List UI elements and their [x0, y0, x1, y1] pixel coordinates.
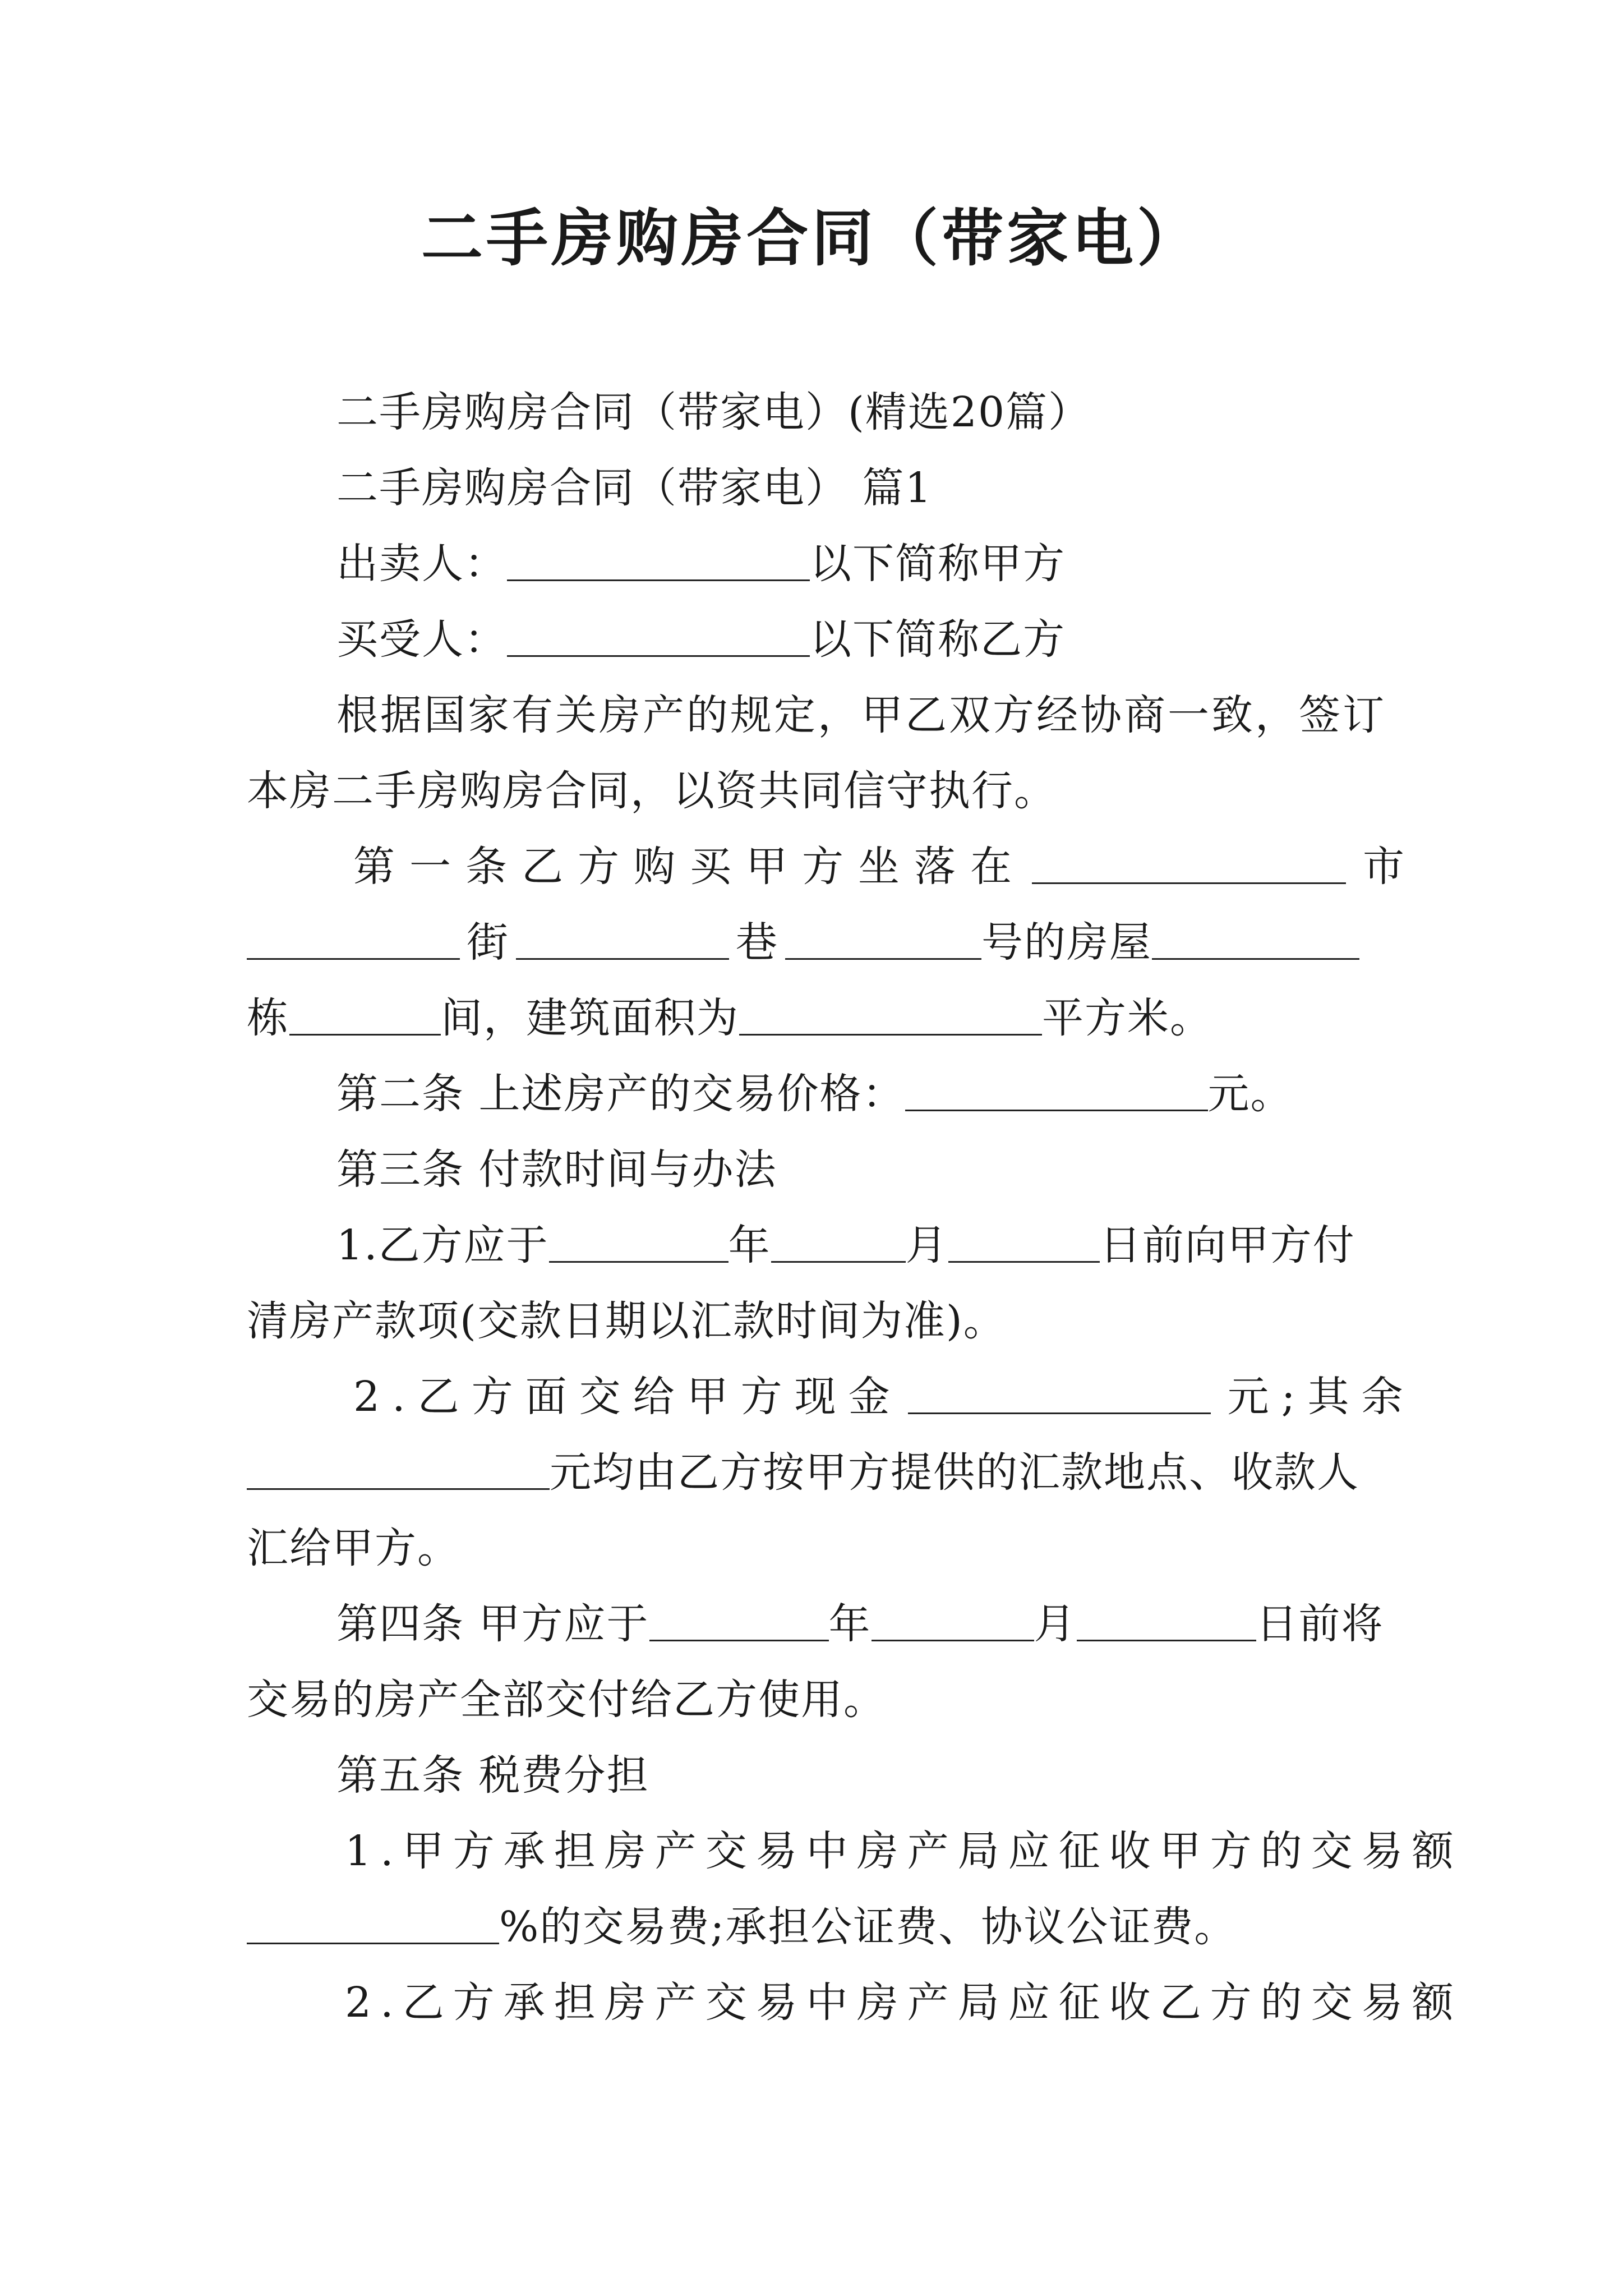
delivery-day-blank[interactable] [1077, 1598, 1256, 1641]
city-name-blank[interactable] [247, 917, 460, 960]
payment-1-suffix: 日前向甲方付 [1099, 1221, 1355, 1269]
remaining-text: 元均由乙方按甲方提供的汇款地点、收款人 [550, 1448, 1359, 1497]
buyer-blank[interactable] [507, 614, 810, 657]
article-1-line-3 [247, 987, 1385, 1049]
article-3-heading [247, 1139, 1385, 1200]
article-4-label: 第四条 甲方应于 [336, 1600, 649, 1648]
article-1-line-2 [247, 912, 1385, 973]
seller-line [247, 533, 1385, 595]
seller-fee-percent-blank[interactable] [247, 1901, 499, 1944]
cash-blank[interactable] [908, 1371, 1211, 1414]
article-2-line [247, 1063, 1385, 1125]
price-unit: 元。 [1207, 1070, 1293, 1118]
article-1-line-1 [247, 836, 1419, 898]
document-title: 二手房购房合同（带家电） [421, 203, 1202, 274]
delivery-year-blank[interactable] [649, 1598, 829, 1641]
lane-label: 巷 [736, 918, 778, 967]
article-1-text: 第一条乙方购买甲方坐落在 [353, 843, 1026, 891]
buyer-label: 买受人： [336, 615, 507, 664]
payment-clause-2-line-2 [247, 1442, 1385, 1503]
delivery-month-label: 月 [1034, 1600, 1077, 1648]
seller-blank[interactable] [507, 538, 810, 581]
tax-clause-1-line-1 [247, 1820, 1463, 1882]
area-blank[interactable] [739, 992, 1042, 1036]
house-number-label: 号的房屋 [981, 918, 1152, 967]
remaining-blank[interactable] [247, 1447, 550, 1490]
area-label: 间，建筑面积为 [441, 994, 739, 1042]
payment-clause-1-line-1 [247, 1214, 1385, 1276]
delivery-month-blank[interactable] [872, 1598, 1034, 1641]
intro-text-1: 根据国家有关房产的规定，甲乙双方经协商一致，签订 [336, 691, 1385, 739]
article-4-line-2 [247, 1669, 1385, 1731]
street-blank[interactable] [516, 917, 729, 960]
building-blank[interactable] [289, 992, 441, 1036]
subtitle-line [247, 381, 1385, 443]
article-4-suffix: 日前将 [1256, 1600, 1384, 1648]
street-label: 街 [467, 918, 509, 967]
tax-1-text: 1.甲方承担房产交易中房产局应征收甲方的交易额 [345, 1827, 1463, 1875]
tax-1-continuation: %的交易费;承担公证费、协议公证费。 [499, 1903, 1237, 1951]
cash-suffix: 元;其余 [1227, 1373, 1415, 1421]
intro-line-1 [247, 684, 1385, 746]
payment-2-continuation: 汇给甲方。 [247, 1524, 460, 1572]
delivery-year-label: 年 [828, 1600, 872, 1648]
building-label: 栋 [247, 994, 289, 1042]
city-suffix: 市 [1363, 843, 1419, 891]
payment-clause-1-line-2 [247, 1290, 1385, 1352]
payment-1-label: 1.乙方应于 [336, 1221, 549, 1269]
lane-blank[interactable] [785, 917, 981, 960]
intro-text-2: 本房二手房购房合同，以资共同信守执行。 [247, 767, 1057, 815]
buyer-suffix: 以下简称乙方 [810, 615, 1066, 664]
house-blank[interactable] [1152, 917, 1359, 960]
payment-year-blank[interactable] [549, 1220, 728, 1263]
price-blank[interactable] [905, 1068, 1208, 1111]
seller-label: 出卖人： [336, 540, 507, 588]
payment-1-continuation: 清房产款项(交款日期以汇款时间为准)。 [247, 1297, 1006, 1345]
tax-2-text: 2.乙方承担房产交易中房产局应征收乙方的交易额 [345, 1978, 1463, 2027]
article-3-text: 第三条 付款时间与办法 [336, 1145, 777, 1194]
area-unit: 平方米。 [1042, 994, 1212, 1042]
section-heading [247, 457, 1385, 519]
seller-suffix: 以下简称甲方 [810, 540, 1066, 588]
article-2-text: 第二条 上述房产的交易价格： [336, 1070, 905, 1118]
article-5-text: 第五条 税费分担 [336, 1751, 649, 1800]
payment-2-label: 2.乙方面交给甲方现金 [353, 1373, 902, 1421]
article-4-line-1 [247, 1593, 1385, 1655]
payment-clause-2-line-3 [247, 1517, 1385, 1579]
year-label: 年 [728, 1221, 771, 1269]
article-5-heading [247, 1745, 1385, 1806]
payment-month-blank[interactable] [771, 1220, 906, 1263]
article-4-continuation: 交易的房产全部交付给乙方使用。 [247, 1676, 886, 1724]
subtitle-text: 二手房购房合同（带家电）(精选20篇） [336, 388, 1091, 436]
tax-clause-2-line-1 [247, 1972, 1463, 2033]
city-blank[interactable] [1032, 841, 1346, 884]
payment-clause-2-line-1 [247, 1366, 1415, 1428]
intro-line-2 [247, 760, 1385, 822]
buyer-line [247, 609, 1385, 670]
section-heading-text: 二手房购房合同（带家电） 篇1 [336, 464, 933, 512]
tax-clause-1-line-2 [247, 1896, 1385, 1958]
month-label: 月 [905, 1221, 948, 1269]
payment-day-blank[interactable] [948, 1220, 1100, 1263]
